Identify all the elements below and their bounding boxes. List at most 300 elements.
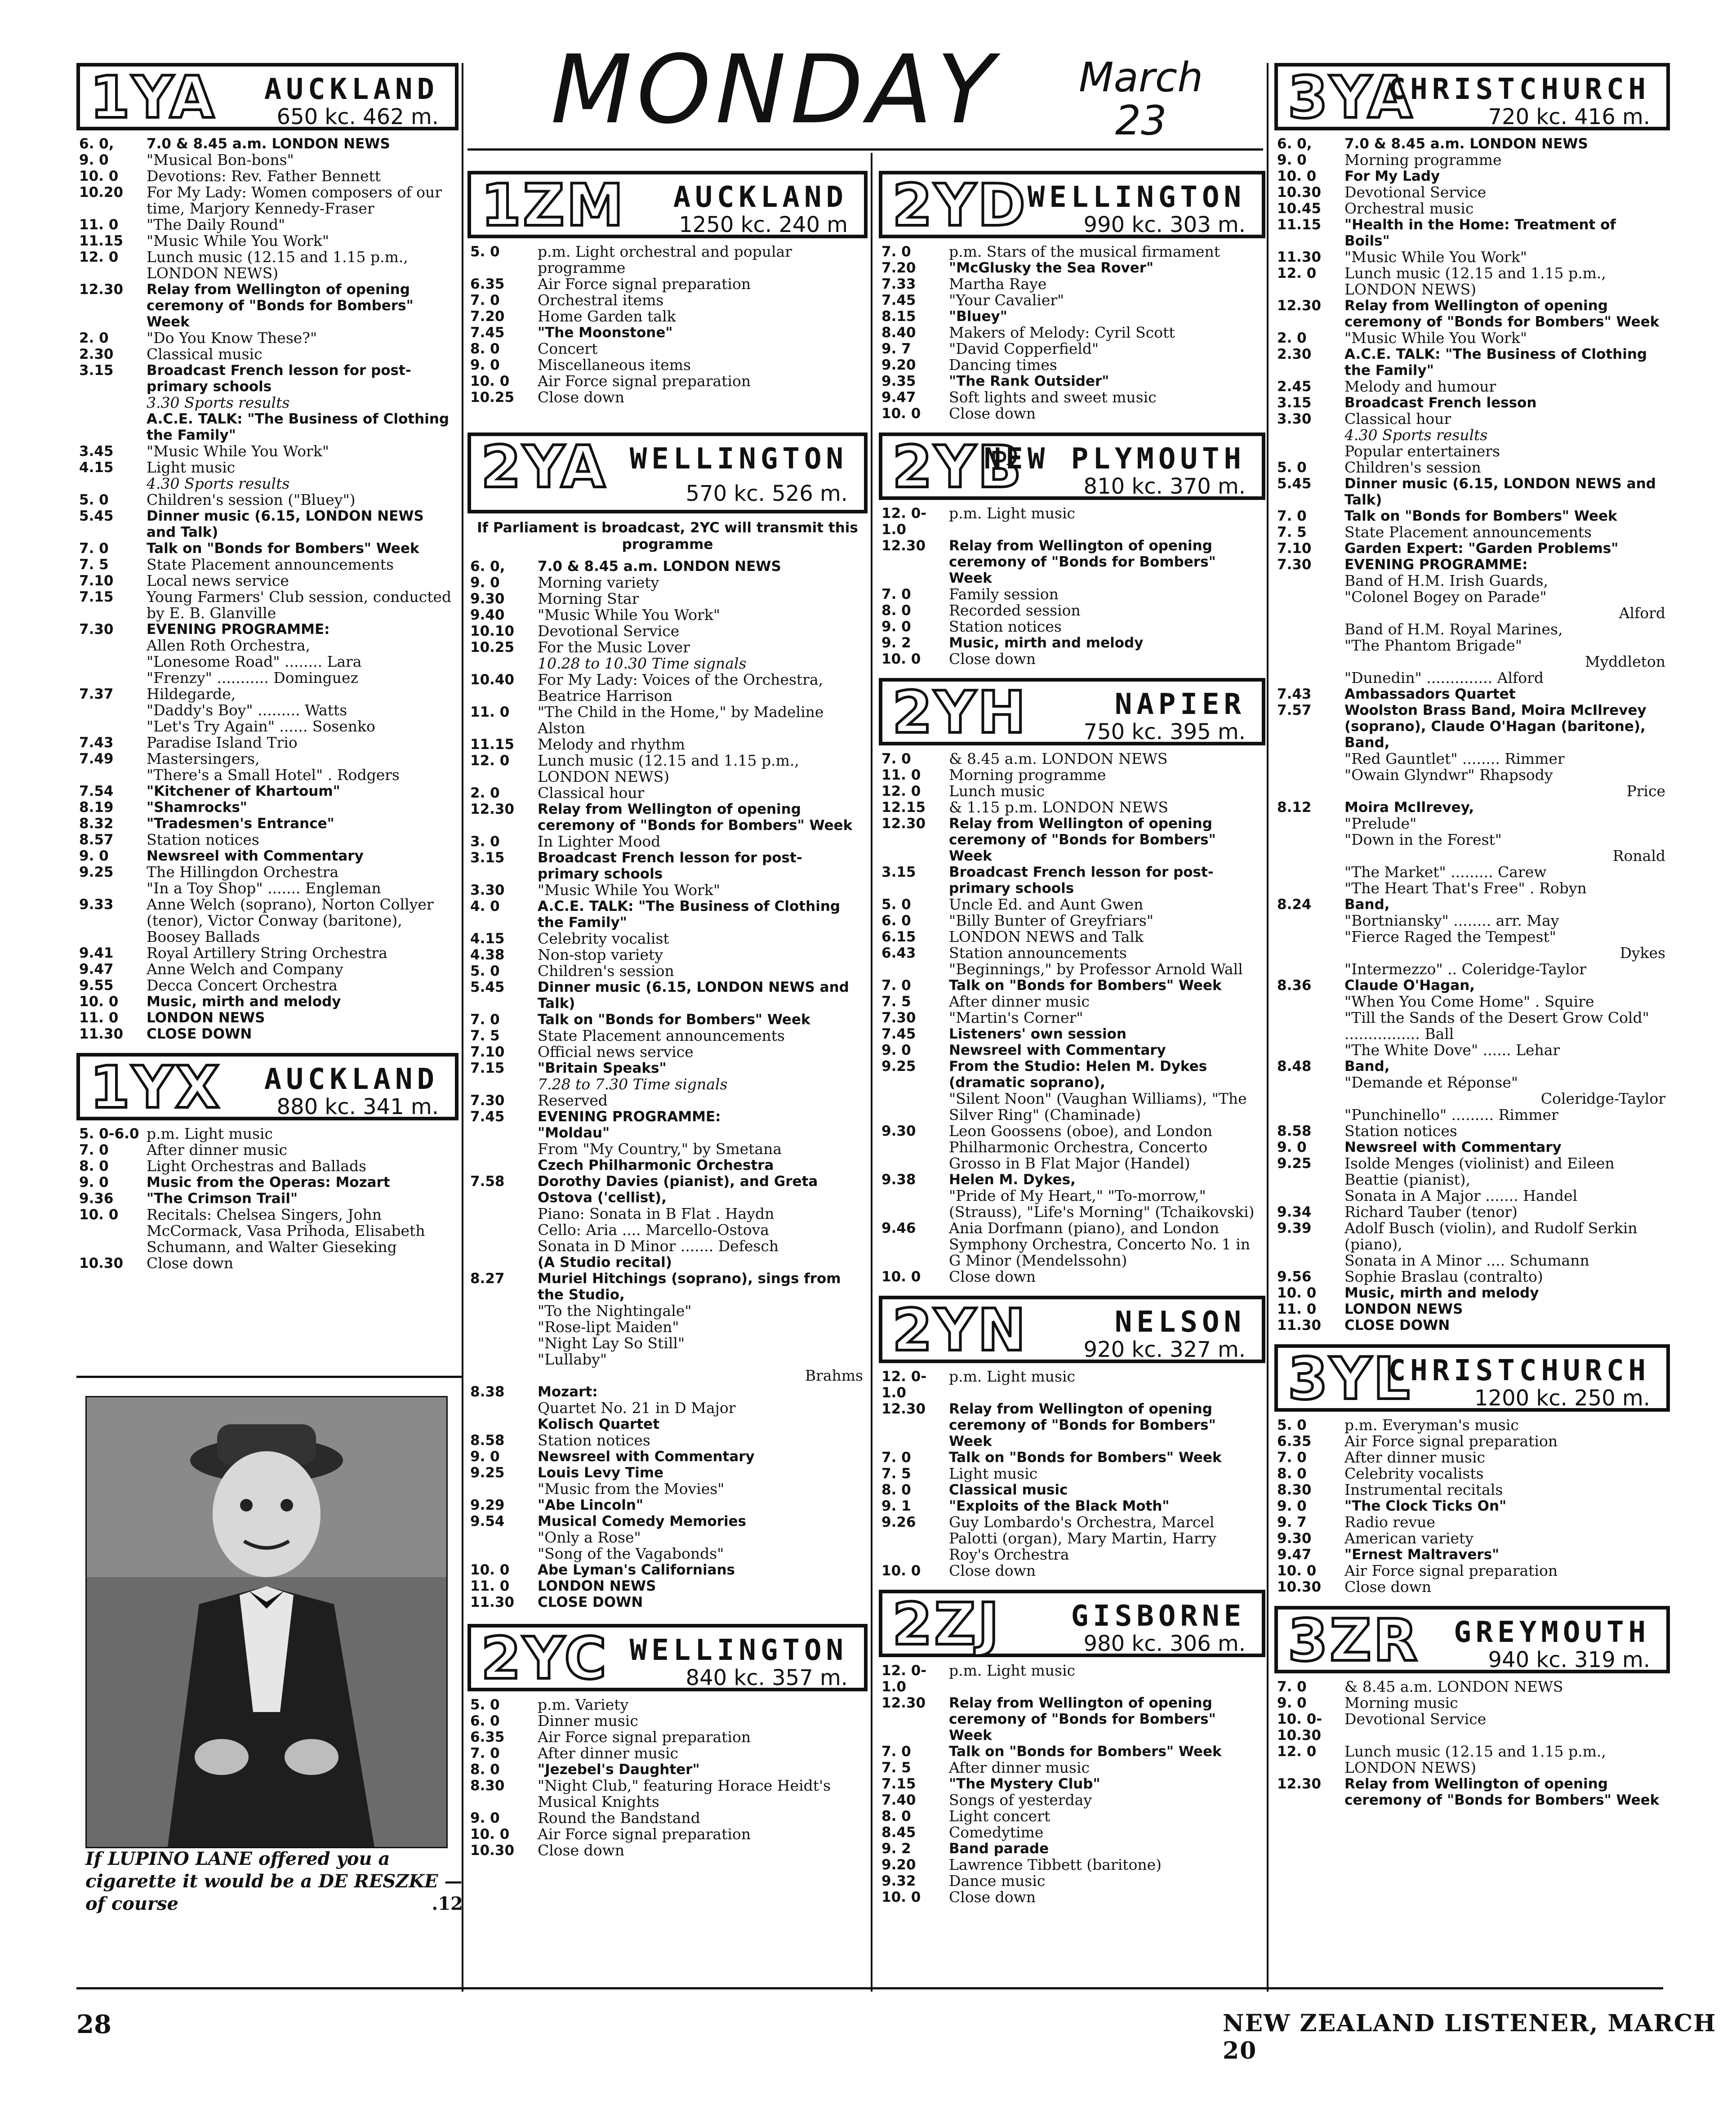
- programme-time: 11. 0: [881, 767, 921, 783]
- programme-description: Lunch music (12.15 and 1.15 p.m., LONDON NEWS): [1344, 264, 1606, 298]
- programme-time: 7. 0: [79, 1142, 109, 1158]
- programme-description: Air Force signal preparation: [538, 1825, 751, 1843]
- programme-entry: [467, 308, 868, 325]
- programme-time: 9.46: [881, 1220, 916, 1236]
- programme-entry: [1274, 929, 1670, 945]
- programme-time: [467, 1368, 538, 1384]
- programme-time: 9.30: [1277, 1530, 1312, 1547]
- programme-description: Classical hour: [538, 784, 645, 802]
- programme-time: [76, 929, 147, 945]
- programme-time: [1274, 961, 1344, 977]
- programme-entry: [76, 832, 458, 848]
- programme-time: 12.30: [79, 281, 124, 298]
- programme-description: Uncle Ed. and Aunt Gwen: [949, 896, 1144, 913]
- programme-entry: [1274, 994, 1670, 1010]
- programme-time: 9. 7: [1277, 1514, 1307, 1530]
- programme-description: "Exploits of the Black Moth": [949, 1498, 1170, 1514]
- programme-description: Talk on "Bonds for Bombers" Week: [949, 1449, 1222, 1466]
- programme-entry: [467, 1562, 868, 1578]
- programme-description: "Fierce Raged the Tempest": [1344, 928, 1556, 945]
- programme-description: After dinner music: [147, 1141, 288, 1159]
- programme-entry: [879, 799, 1265, 816]
- programme-time: 7.10: [470, 1044, 505, 1060]
- programme-entry: [879, 783, 1265, 799]
- programme-entry: [467, 1384, 868, 1400]
- programme-entry: [1274, 1301, 1670, 1317]
- programme-entry: [467, 341, 868, 357]
- programme-description: Concert: [538, 340, 598, 357]
- programme-entry: [76, 1010, 458, 1026]
- programme-entry: [1274, 864, 1670, 880]
- programme-entry: [1274, 459, 1670, 476]
- programme-time: [1274, 443, 1344, 459]
- programme-time: 8.30: [1277, 1482, 1312, 1498]
- programme-time: 7. 0: [881, 1449, 911, 1466]
- programme-time: 7.30: [79, 621, 114, 638]
- footer-rule: [76, 1987, 1663, 1989]
- programme-time: [1274, 1253, 1344, 1269]
- station-call-sign: 3ZR: [1288, 1607, 1420, 1674]
- programme-entry: [1274, 799, 1670, 816]
- programme-time: 7. 0: [470, 1012, 500, 1028]
- programme-description: Music, mirth and melody: [949, 635, 1144, 651]
- programme-entry: [879, 961, 1265, 977]
- station-header-3yl: [1274, 1344, 1670, 1412]
- programme-description: American variety: [1344, 1529, 1473, 1547]
- programme-entry: [467, 1076, 868, 1092]
- station-call-sign: 1YA: [90, 64, 216, 131]
- programme-entry: [467, 736, 868, 753]
- programme-time: 7.40: [881, 1792, 916, 1808]
- programme-entry: [76, 961, 458, 977]
- programme-entry: [879, 1042, 1265, 1058]
- programme-time: 9.36: [79, 1190, 114, 1207]
- programme-time: 8. 0: [470, 1761, 500, 1778]
- station-city: GISBORNE: [1071, 1600, 1246, 1633]
- programme-entry: [76, 1255, 458, 1271]
- programme-time: 10. 0: [79, 994, 119, 1010]
- programme-description: Mozart:: [538, 1384, 598, 1400]
- programme-description: Local news service: [147, 572, 289, 589]
- programme-description: Royal Artillery String Orchestra: [147, 944, 387, 962]
- programme-entry: [1274, 573, 1670, 589]
- station-city: WELLINGTON: [629, 1634, 848, 1667]
- programme-description: Reserved: [538, 1092, 608, 1109]
- programme-time: 9. 0: [1277, 152, 1307, 168]
- programme-entry: [879, 767, 1265, 783]
- programme-time: 8.19: [79, 799, 114, 816]
- page-title: MONDAY: [551, 35, 999, 145]
- programme-time: 12. 0: [470, 753, 510, 769]
- programme-entry: [467, 1729, 868, 1745]
- programme-description: Morning Star: [538, 590, 639, 607]
- programme-entry: [1274, 1188, 1670, 1204]
- programme-description: Air Force signal preparation: [1344, 1562, 1558, 1579]
- programme-time: 5.45: [470, 979, 505, 995]
- station-header-3zr: [1274, 1606, 1670, 1673]
- programme-entry: [1274, 605, 1670, 621]
- programme-description: Station notices: [1344, 1122, 1457, 1140]
- programme-time: 7. 5: [881, 1466, 911, 1482]
- programme-list-3ya: [1274, 136, 1670, 1333]
- programme-description: Relay from Wellington of opening ceremony of "Bonds for Bombers" Week: [1344, 298, 1660, 330]
- programme-description: "The Heart That's Free" . Robyn: [1344, 879, 1587, 897]
- programme-entry: [1274, 152, 1670, 168]
- programme-entry: [1274, 1530, 1670, 1547]
- programme-entry: [76, 896, 458, 929]
- programme-description: Celebrity vocalists: [1344, 1465, 1484, 1482]
- programme-description: Relay from Wellington of opening ceremony of "Bonds for Bombers" Week: [1344, 1776, 1660, 1808]
- programme-time: [1274, 751, 1344, 767]
- programme-time: 10. 0: [1277, 168, 1317, 184]
- programme-entry: [76, 459, 458, 476]
- programme-entry: [76, 994, 458, 1010]
- station-city: AUCKLAND: [673, 181, 848, 214]
- programme-description: Richard Tauber (tenor): [1344, 1203, 1518, 1221]
- programme-entry: [879, 1058, 1265, 1091]
- station-city: GREYMOUTH: [1454, 1616, 1650, 1649]
- programme-time: 11. 0: [470, 1578, 510, 1594]
- programme-time: 2. 0: [1277, 330, 1307, 346]
- programme-time: [1274, 929, 1344, 945]
- programme-time: 3.30: [470, 882, 505, 898]
- programme-time: [1274, 1091, 1344, 1107]
- programme-time: 3.30: [1277, 411, 1312, 427]
- station-city: AUCKLAND: [264, 1063, 439, 1096]
- programme-time: [1274, 670, 1344, 686]
- programme-description: Close down: [949, 1888, 1036, 1906]
- programme-description: "Music While You Work": [147, 442, 329, 460]
- programme-description: "The White Dove" ...... Lehar: [1344, 1041, 1560, 1059]
- programme-time: [467, 1125, 538, 1141]
- programme-entry: [467, 1060, 868, 1076]
- programme-description: "Do You Know These?": [147, 329, 317, 347]
- programme-description: Soft lights and sweet music: [949, 388, 1157, 406]
- programme-description: Ronald: [1612, 847, 1665, 865]
- programme-description: "Demande et Réponse": [1344, 1074, 1518, 1091]
- programme-time: 5. 0: [1277, 459, 1307, 476]
- programme-description: Celebrity vocalist: [538, 930, 669, 947]
- programme-description: "The Child in the Home," by Madeline Alston: [538, 703, 824, 737]
- programme-description: Broadcast French lesson for post-primary schools: [949, 864, 1214, 896]
- programme-description: State Placement announcements: [1344, 523, 1592, 541]
- programme-time: 12. 0-1.0: [881, 1663, 927, 1695]
- portrait-illustration: [87, 1397, 446, 1847]
- programme-entry: [1274, 783, 1670, 799]
- programme-entry: [467, 357, 868, 373]
- programme-description: "Lonesome Road" ........ Lara: [147, 653, 362, 670]
- programme-time: [879, 1091, 949, 1123]
- programme-description: CLOSE DOWN: [147, 1026, 252, 1042]
- programme-time: [467, 1546, 538, 1562]
- programme-description: Anne Welch and Company: [147, 960, 343, 978]
- programme-entry: [76, 929, 458, 945]
- programme-entry: [1274, 686, 1670, 702]
- programme-entry: [1274, 540, 1670, 557]
- programme-description: Moira McIlrevey,: [1344, 799, 1474, 816]
- programme-entry: [879, 994, 1265, 1010]
- programme-description: "Health in the Home: Treatment of Boils": [1344, 217, 1616, 249]
- programme-time: 4.15: [79, 459, 114, 476]
- programme-entry: [76, 621, 458, 638]
- programme-time: 9.25: [470, 1465, 505, 1481]
- station-call-sign: 1ZM: [481, 172, 626, 239]
- programme-description: Woolston Brass Band, Moira McIlrevey (soprano), Claude O'Hagan (baritone),: [1344, 702, 1647, 735]
- programme-entry: [467, 1125, 868, 1141]
- programme-entry: [1274, 201, 1670, 217]
- programme-entry: [1274, 816, 1670, 832]
- programme-time: [467, 1254, 538, 1271]
- programme-entry: [879, 977, 1265, 994]
- programme-entry: [467, 882, 868, 898]
- programme-description: p.m. Stars of the musical firmament: [949, 243, 1220, 260]
- programme-entry: [1274, 1579, 1670, 1595]
- programme-time: 9. 0: [470, 575, 500, 591]
- programme-entry: [76, 1026, 458, 1042]
- programme-entry: [1274, 1269, 1670, 1285]
- station-header-2zj: [879, 1590, 1265, 1657]
- programme-description: "Billy Bunter of Greyfriars": [949, 912, 1154, 929]
- programme-entry: [1274, 298, 1670, 330]
- programme-time: [1274, 427, 1344, 443]
- programme-time: 10. 0-10.30: [1277, 1711, 1322, 1743]
- programme-time: 7. 0: [470, 1745, 500, 1761]
- programme-entry: [1274, 395, 1670, 411]
- programme-description: p.m. Light music: [147, 1125, 273, 1142]
- programme-time: 4. 0: [470, 898, 500, 914]
- programme-entry: [1274, 702, 1670, 735]
- programme-entry: [879, 1760, 1265, 1776]
- programme-entry: [76, 654, 458, 670]
- programme-description: Relay from Wellington of opening ceremony of "Bonds for Bombers" Week: [147, 281, 414, 330]
- programme-time: 12.30: [881, 816, 926, 832]
- programme-time: 9. 0: [1277, 1139, 1307, 1155]
- programme-time: [467, 1141, 538, 1157]
- programme-entry: [467, 591, 868, 607]
- programme-time: 9.47: [79, 961, 114, 977]
- programme-description: "The Market" ......... Carew: [1344, 863, 1547, 881]
- programme-time: 8. 0: [470, 341, 500, 357]
- programme-time: 7. 0: [881, 586, 911, 602]
- programme-entry: [76, 346, 458, 362]
- programme-time: 9. 0: [1277, 1695, 1307, 1711]
- programme-time: [467, 1416, 538, 1432]
- station-header-2ya: [467, 433, 868, 513]
- programme-description: Myddleton: [1585, 653, 1665, 670]
- programme-time: 6. 0,: [79, 136, 114, 152]
- programme-description: Station announcements: [949, 944, 1127, 962]
- programme-description: Close down: [949, 405, 1036, 422]
- programme-description: "Let's Try Again" ...... Sosenko: [147, 718, 375, 735]
- programme-description: Official news service: [538, 1043, 694, 1061]
- programme-time: [467, 1351, 538, 1368]
- programme-time: [1274, 945, 1344, 961]
- programme-description: Newsreel with Commentary: [1344, 1139, 1562, 1155]
- programme-entry: [467, 1778, 868, 1810]
- station-header-3ya: [1274, 63, 1670, 130]
- programme-entry: [467, 558, 868, 575]
- programme-time: [467, 1222, 538, 1238]
- programme-entry: [1274, 1010, 1670, 1042]
- programme-description: Orchestral music: [1344, 200, 1474, 217]
- programme-description: "To the Nightingale": [538, 1302, 692, 1320]
- programme-entry: [467, 655, 868, 672]
- programme-description: & 8.45 a.m. LONDON NEWS: [1344, 1678, 1563, 1695]
- station-call-sign: 3YA: [1288, 64, 1414, 131]
- programme-entry: [467, 1351, 868, 1368]
- programme-entry: [76, 476, 458, 492]
- programme-time: 10. 0: [470, 1826, 510, 1842]
- station-frequency: 810 kc. 370 m.: [1083, 474, 1246, 499]
- programme-description: Lunch music (12.15 and 1.15 p.m., LONDON NEWS): [1344, 1743, 1606, 1776]
- programme-time: 8.12: [1277, 799, 1312, 816]
- programme-time: 7. 0: [881, 751, 911, 767]
- programme-description: Close down: [147, 1254, 234, 1272]
- programme-entry: [1274, 217, 1670, 249]
- programme-description: Makers of Melody: Cyril Scott: [949, 324, 1175, 341]
- programme-entry: [879, 1172, 1265, 1188]
- programme-time: 9.55: [79, 977, 114, 994]
- programme-entry: [879, 816, 1265, 864]
- programme-time: 10. 0: [1277, 1563, 1317, 1579]
- programme-time: [1274, 573, 1344, 589]
- programme-time: 7.54: [79, 783, 114, 799]
- programme-list-3zr: [1274, 1679, 1670, 1808]
- programme-entry: [879, 635, 1265, 651]
- programme-description: "There's a Small Hotel" . Rodgers: [147, 766, 400, 784]
- programme-entry: [1274, 1776, 1670, 1808]
- programme-entry: [467, 292, 868, 308]
- programme-description: Recitals: Chelsea Singers, John McCormack, Vasa Prihoda, Elisabeth Schumann, and Walter Gieseking: [147, 1206, 425, 1256]
- programme-time: 3.15: [1277, 395, 1312, 411]
- programme-description: "Shamrocks": [147, 799, 247, 816]
- programme-time: 12.30: [470, 801, 515, 817]
- programme-entry: [467, 1303, 868, 1319]
- programme-entry: [467, 704, 868, 736]
- programme-time: 7.10: [79, 573, 114, 589]
- programme-description: "Tradesmen's Entrance": [147, 816, 334, 832]
- programme-time: 7.57: [1277, 702, 1312, 718]
- programme-description: 7.0 & 8.45 a.m. LONDON NEWS: [147, 136, 390, 152]
- station-call-sign: 3YL: [1288, 1346, 1412, 1413]
- programme-entry: [467, 931, 868, 947]
- programme-time: 9.35: [881, 373, 916, 389]
- programme-entry: [1274, 1220, 1670, 1253]
- programme-entry: [1274, 1091, 1670, 1107]
- programme-description: Abe Lyman's Californians: [538, 1562, 735, 1578]
- programme-description: Recorded session: [949, 602, 1081, 619]
- programme-description: Anne Welch (soprano), Norton Collyer (tenor), Victor Conway (baritone),: [147, 896, 434, 929]
- programme-entry: [76, 670, 458, 686]
- programme-entry: [467, 1497, 868, 1513]
- programme-entry: [1274, 1139, 1670, 1155]
- programme-entry: [467, 325, 868, 341]
- programme-description: In Lighter Mood: [538, 833, 661, 850]
- programme-entry: [1274, 1482, 1670, 1498]
- programme-time: [1274, 1188, 1344, 1204]
- programme-description: Band of H.M. Irish Guards,: [1344, 572, 1549, 589]
- programme-time: 10. 0: [881, 1269, 921, 1285]
- programme-description: CLOSE DOWN: [1344, 1317, 1450, 1333]
- programme-entry: [879, 1449, 1265, 1466]
- programme-time: 12. 0-1.0: [881, 505, 927, 538]
- programme-time: 7.58: [470, 1173, 505, 1190]
- station-city: CHRISTCHURCH: [1388, 73, 1650, 106]
- programme-time: [1274, 654, 1344, 670]
- programme-entry: [1274, 589, 1670, 605]
- programme-time: 11.15: [470, 736, 515, 753]
- programme-time: 9. 7: [881, 341, 911, 357]
- programme-description: Devotional Service: [1344, 183, 1487, 201]
- programme-time: 11.30: [470, 1594, 515, 1610]
- programme-entry: [467, 1238, 868, 1254]
- programme-time: 2.45: [1277, 379, 1312, 395]
- programme-time: 10.40: [470, 672, 515, 688]
- programme-entry: [467, 1529, 868, 1546]
- programme-time: [1274, 735, 1344, 751]
- programme-entry: [76, 702, 458, 718]
- programme-description: Classical music: [147, 345, 263, 363]
- station-header-2yb: [879, 433, 1265, 500]
- programme-time: 8.45: [881, 1824, 916, 1841]
- programme-time: 9. 0: [881, 1042, 911, 1058]
- programme-entry: [467, 834, 868, 850]
- programme-entry: [467, 276, 868, 292]
- programme-description: "Dunedin" .............. Alford: [1344, 669, 1544, 687]
- programme-entry: [1274, 330, 1670, 346]
- programme-entry: [467, 373, 868, 389]
- programme-entry: [1274, 767, 1670, 783]
- programme-entry: [1274, 751, 1670, 767]
- programme-description: "Beginnings," by Professor Arnold Wall: [949, 960, 1243, 978]
- programme-time: 9.25: [881, 1058, 916, 1075]
- station-call-sign: 2YN: [892, 1297, 1028, 1364]
- programme-entry: [467, 389, 868, 406]
- programme-description: p.m. Light music: [949, 1368, 1075, 1385]
- programme-entry: [879, 1808, 1265, 1824]
- station-frequency: 880 kc. 341 m.: [276, 1094, 439, 1119]
- programme-list-1yx: [76, 1126, 458, 1271]
- programme-time: 9. 0: [470, 357, 500, 373]
- programme-description: 7.0 & 8.45 a.m. LONDON NEWS: [538, 558, 781, 575]
- programme-time: [1274, 1107, 1344, 1123]
- programme-description: Morning programme: [1344, 151, 1502, 169]
- programme-description: Leon Goossens (oboe), and London Philharmonic Orchestra, Concerto Grosso in B Flat Major (Handel): [949, 1122, 1213, 1172]
- programme-description: p.m. Everyman's music: [1344, 1416, 1519, 1434]
- programme-entry: [467, 1481, 868, 1497]
- programme-description: 4.30 Sports results: [1344, 426, 1488, 444]
- programme-time: 11. 0: [470, 704, 510, 720]
- programme-description: "Only a Rose": [538, 1529, 641, 1546]
- programme-description: Relay from Wellington of opening ceremony of "Bonds for Bombers" Week: [949, 1695, 1216, 1743]
- programme-description: "The Phantom Brigade": [1344, 637, 1522, 654]
- programme-entry: [76, 1158, 458, 1174]
- station-city: WELLINGTON: [629, 442, 848, 476]
- programme-description: Newsreel with Commentary: [949, 1042, 1166, 1058]
- programme-description: Broadcast French lesson for post-primary schools: [147, 362, 411, 395]
- programme-time: [76, 638, 147, 654]
- programme-time: 11. 0: [79, 1010, 119, 1026]
- programme-time: 7. 0: [79, 540, 109, 557]
- programme-entry: [1274, 1155, 1670, 1188]
- programme-description: & 8.45 a.m. LONDON NEWS: [949, 750, 1168, 767]
- programme-time: 7.43: [79, 735, 114, 751]
- programme-entry: [1274, 638, 1670, 654]
- programme-entry: [1274, 848, 1670, 864]
- programme-time: 8.32: [79, 816, 114, 832]
- programme-time: 7. 5: [881, 994, 911, 1010]
- programme-entry: [467, 1594, 868, 1610]
